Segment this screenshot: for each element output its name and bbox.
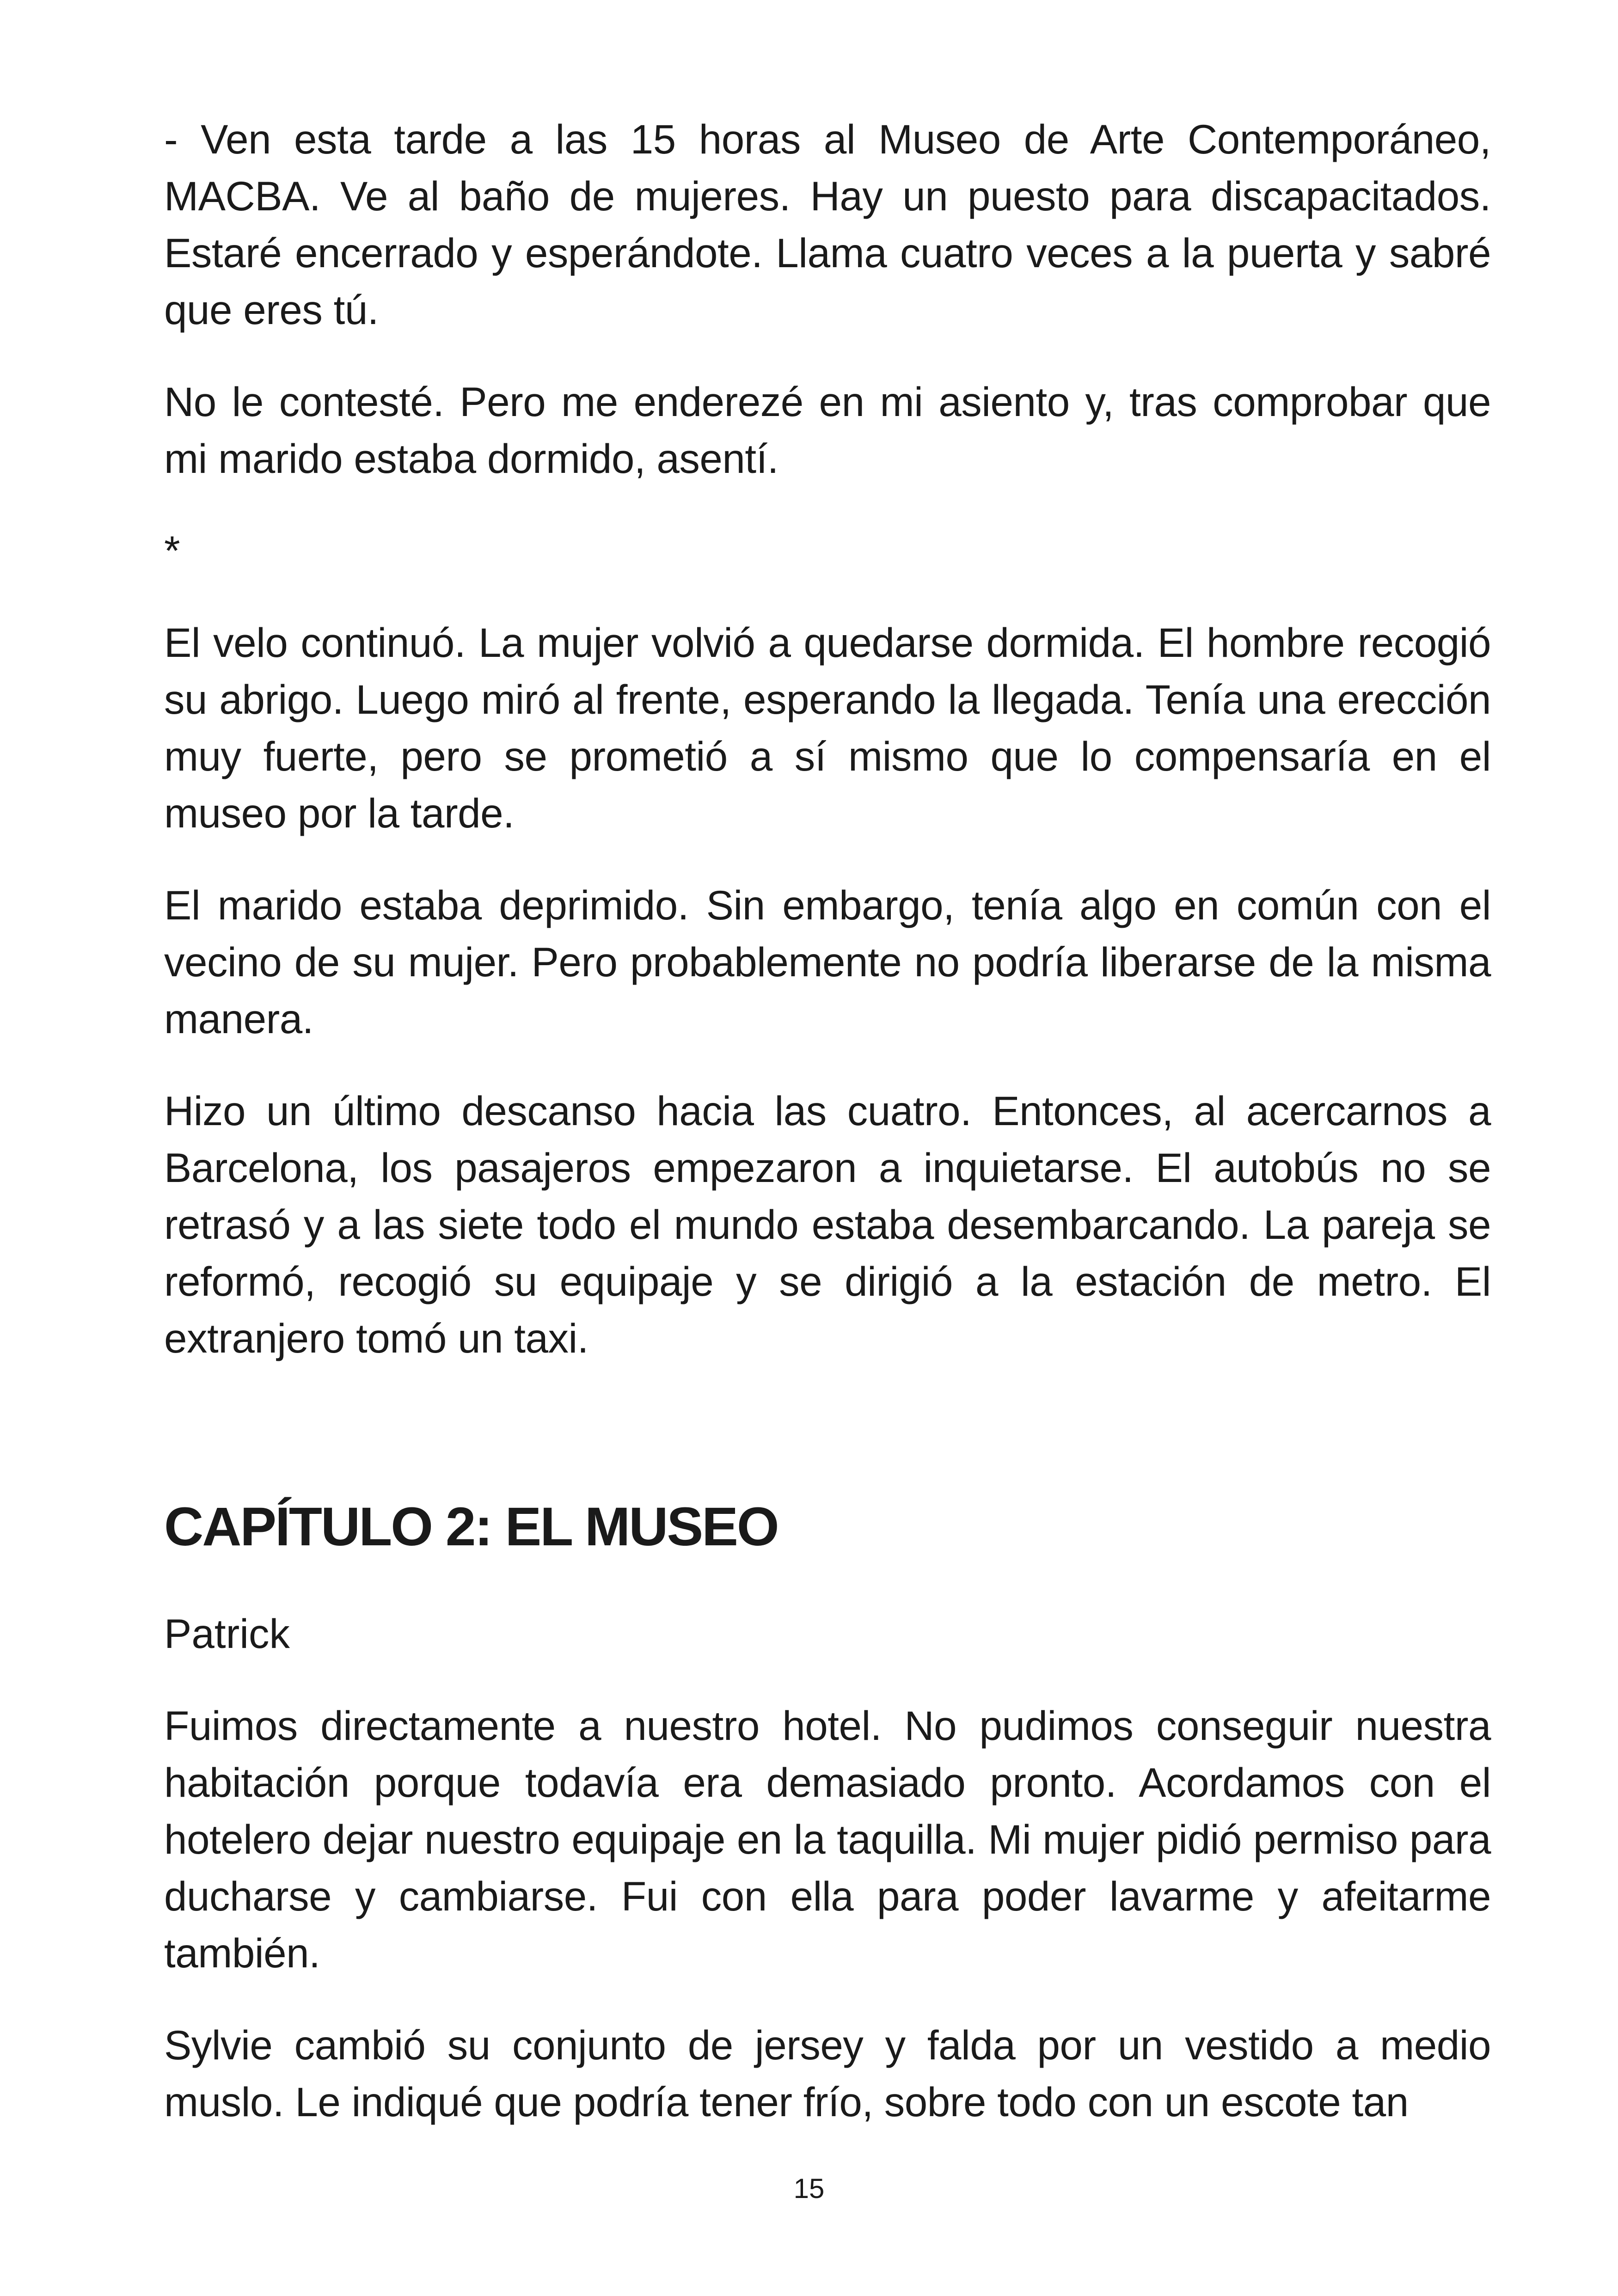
paragraph: Fuimos directamente a nuestro hotel. No pudimos conseguir nuestra habitación porque todavía era demasiado pronto. Acordamos con el hotelero dejar nuestro equipaje en la taquilla. Mi mujer pidió permiso para ducharse y cambiarse. Fui con ella para poder lavarme y afeitarme también. — [164, 1702, 1491, 1976]
paragraph: Hizo un último descanso hacia las cuatro. Entonces, al acercarnos a Barcelona, los pasajeros empezaron a inquietarse. El autobús no se retrasó y a las siete todo el mundo estaba desembarcando. La pareja se reformó, recogió su equipaje y se dirigió a la estación de metro. El extranjero tomó un taxi. — [164, 1088, 1491, 1361]
paragraph: El marido estaba deprimido. Sin embargo, tenía algo en común con el vecino de su mujer. Pero probablemente no podría liberarse de la misma manera. — [164, 882, 1491, 1042]
paragraph: El velo continuó. La mujer volvió a quedarse dormida. El hombre recogió su abrigo. Luego miró al frente, esperando la llegada. Tenía una erección muy fuerte, pero se prometió a sí mismo que lo compensaría en el museo por la tarde. — [164, 619, 1491, 836]
narrator-name: Patrick — [164, 1610, 290, 1657]
section-separator: * — [164, 527, 180, 574]
chapter-spacer — [164, 1402, 1491, 1494]
page-content — [164, 111, 1491, 2166]
paragraph: Sylvie cambió su conjunto de jersey y falda por un vestido a medio muslo. Le indiqué que podría tener frío, sobre todo con un escote tan — [164, 2022, 1491, 2125]
page-number: 15 — [793, 2173, 825, 2204]
paragraph: No le contesté. Pero me enderezé en mi asiento y, tras comprobar que mi marido estaba dormido, asentí. — [164, 379, 1491, 482]
chapter-title: CAPÍTULO 2: EL MUSEO — [164, 1496, 778, 1557]
paragraph-dialogue: - Ven esta tarde a las 15 horas al Museo de Arte Contemporáneo, MACBA. Ve al baño de mujeres. Hay un puesto para discapacitados. Estaré encerrado y esperándote. Llama cuatro veces a la puerta y sabré que eres tú. — [164, 116, 1491, 333]
